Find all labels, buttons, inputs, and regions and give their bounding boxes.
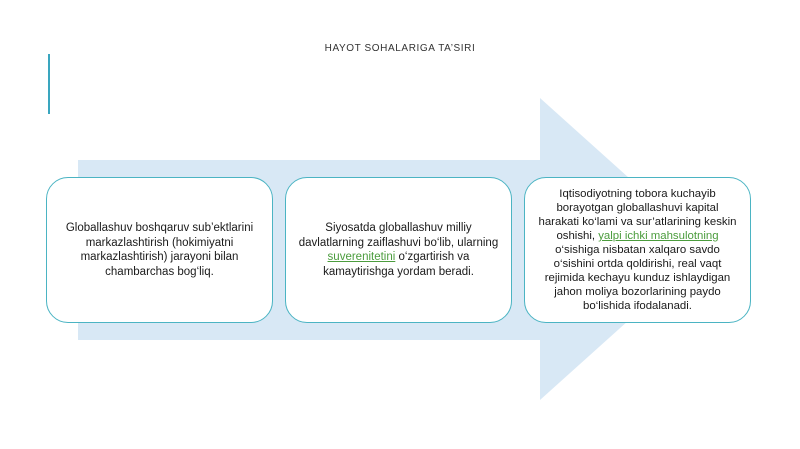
underlined-term: suverenitetini — [327, 251, 396, 263]
box-politics — [285, 177, 512, 323]
box-text: Globallashuv boshqaruv sub’ektlarini markazlashtirish (hokimiyatni markazlashtirish) jarayoni bilan chambarchas bog‘liq. — [65, 222, 254, 278]
underlined-term: yalpi ichki mahsulotning — [598, 230, 719, 242]
box-text: Iqtisodiyotning tobora kuchayib borayotgan globallashuvi kapital harakati ko‘lami va sur’atlarining keskin oshishi, yalpi ichki mahsulotning o‘sishiga nisbatan xalqaro savdo o‘sishini ortda qoldirishi, real vaqt rejimida kechayu kunduz ishlaydigan jahon moliya bozorlarining paydo bo‘lishida ifodalanadi. — [538, 188, 737, 312]
box-text: Siyosatda globallashuv milliy davlatlarning zaiflashuvi bo‘lib, ularning suverenitetini o‘zgartirish va kamaytirishga yordam beradi. — [298, 222, 499, 278]
page-title: HAYOT SOHALARIGA TA’SIRI — [324, 43, 476, 54]
box-economy — [524, 177, 751, 323]
box-centralization — [46, 177, 273, 323]
